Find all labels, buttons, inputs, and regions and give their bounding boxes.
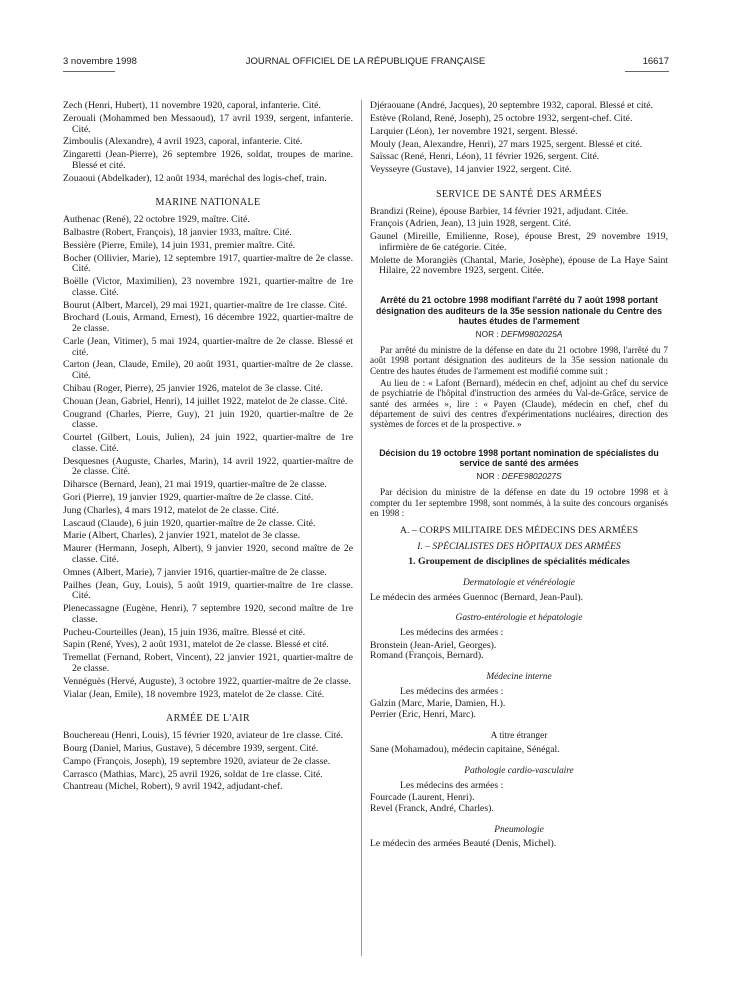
specialty-title: Médecine interne — [486, 672, 552, 683]
list-item: Bocher (Ollivier, Marie), 12 septembre 1917, quartier-maître de 2e classe. Cité. — [63, 252, 353, 275]
specialist-name: Le médecin des armées Guennoc (Bernard, Jean-Paul). — [370, 591, 584, 603]
list-item: Zimboulis (Alexandre), 4 avril 1923, caporal, infanterie. Cité. — [63, 136, 303, 148]
list-item: Lascaud (Claude), 6 juin 1920, quartier-maître de 2e classe. Cité. — [63, 517, 316, 529]
arrete-paragraph: Par arrêté du ministre de la défense en date du 21 octobre 1998, l'arrêté du 7 août 1998 portant désignation des auditeurs de la 35e session nationale du Centre des hautes études de l'armement est modifié comme suit : — [370, 345, 668, 376]
list-item: Molette de Morangiès (Chantal, Marie, Josèphe), épouse de La Haye Saint Hilaire, 22 novembre 1923, sergent. Citée. — [370, 254, 668, 277]
hopitaux-title: I. – SPÉCIALISTES DES HÔPITAUX DES ARMÉES — [417, 540, 621, 552]
list-item: Chantreau (Michel, Robert), 9 avril 1942, adjudant-chef. — [63, 781, 283, 793]
specialties-list — [370, 578, 668, 850]
list-item: Gori (Pierre), 19 janvier 1929, quartier-maître de 2e classe. Cité. — [63, 491, 314, 503]
list-item: Djéraouane (André, Jacques), 20 septembre 1932, caporal. Blessé et cité. — [370, 100, 653, 111]
list-item: Chibau (Roger, Pierre), 25 janvier 1926, matelot de 3e classe. Cité. — [63, 382, 323, 394]
list-item: Omnes (Albert, Marie), 7 janvier 1916, quartier-maître de 2e classe. — [63, 566, 327, 578]
specialist-name: Le médecin des armées Beauté (Denis, Michel). — [370, 838, 557, 850]
corps-title: A. – CORPS MILITAIRE DES MÉDECINS DES ARMÉES — [399, 525, 639, 537]
arrete-nor — [370, 329, 668, 340]
specialty-title: Pneumologie — [494, 824, 544, 835]
list-item: Vennéguès (Hervé, Auguste), 3 octobre 1922, quartier-maître de 2e classe. — [63, 675, 351, 687]
list-item: Zech (Henri, Hubert), 11 novembre 1920, caporal, infanterie. Cité. — [63, 100, 321, 111]
list-item: Authenac (René), 22 octobre 1929, maître. Cité. — [63, 214, 250, 225]
list-item: Tremellat (Fernand, Robert, Vincent), 22 janvier 1921, quartier-maître de 2e classe. — [63, 652, 353, 674]
list-item: Pucheu-Courteilles (Jean), 15 juin 1936, maître. Blessé et cité. — [63, 626, 306, 638]
list-item: Zerouali (Mohammed ben Messaoud), 17 avril 1939, sergent, infanterie. Cité. — [63, 112, 353, 135]
header-rule-left — [63, 71, 115, 72]
page-number: 16617 — [642, 56, 669, 67]
list-item: Sapin (René, Yves), 2 août 1931, matelot de 2e classe. Blessé et cité. — [63, 639, 329, 651]
list-item: Bouchereau (Henri, Louis), 15 février 1920, aviateur de 1re classe. Cité. — [63, 729, 344, 741]
list-item: Bessière (Pierre, Emile), 14 juin 1931, premier maître. Cité. — [63, 239, 296, 251]
specialist-name: Sane (Mohamadou), médecin capitaine, Sénégal. — [370, 744, 560, 756]
specialist-name: Galzin (Marc, Marie, Damien, H.). — [370, 698, 506, 710]
list-item: Boëlle (Victor, Maximilien), 23 novembre 1921, quartier-maître de 1re classe. Cité. — [63, 276, 353, 298]
entries-top-left — [63, 101, 353, 184]
specialist-name: Perrier (Eric, Henri, Marc). — [370, 708, 476, 720]
list-item: Maurer (Hermann, Joseph, Albert), 9 janvier 1920, second maître de 2e classe. Cité. — [63, 543, 353, 565]
specialist-name: Revel (Franck, André, Charles). — [370, 802, 494, 814]
list-item: Vialar (Jean, Emile), 18 novembre 1923, matelot de 2e classe. Cité. — [63, 688, 325, 700]
section-title-sante: SERVICE DE SANTÉ DES ARMÉES — [435, 188, 603, 200]
list-item: Balbastre (Robert, François), 18 janvier 1933, maître. Cité. — [63, 226, 292, 238]
arrete-paragraph: Au lieu de : « Lafont (Bernard), médecin en chef, adjoint au chef du service de psychiatrie de l'hôpital d'instruction des armées du Val-de-Grâce, service de santé des armées », lire : « Payen (Claude), médecin en chef, chef du département de suivi des centres d'expérimentations nucléaires, direction des systèmes de forces et de la prospective. » — [370, 378, 668, 430]
list-item: Marie (Albert, Charles), 2 janvier 1921, matelot de 3e classe. — [63, 530, 300, 542]
list-item: Brochard (Louis, Armand, Ernest), 16 décembre 1922, quartier-maître de 2e classe. — [63, 312, 353, 335]
specialist-name: Romand (François, Bernard). — [370, 650, 484, 662]
journal-title: JOURNAL OFFICIEL DE LA RÉPUBLIQUE FRANÇAISE — [245, 56, 486, 67]
decision-title: Décision du 19 octobre 1998 portant nomination de spécialistes du service de santé des armées — [379, 447, 659, 469]
column-divider — [361, 100, 362, 956]
list-item: Bourg (Daniel, Marius, Gustave), 5 décembre 1939, sergent. Cité. — [63, 742, 319, 754]
marine-list — [63, 215, 353, 700]
list-item: Cougrand (Charles, Pierre, Guy), 21 juin 1920, quartier-maître de 2e classe. — [63, 408, 353, 431]
header-date: 3 novembre 1998 — [63, 56, 137, 67]
section-title-marine: MARINE NATIONALE — [155, 197, 261, 209]
specialty-intro: Les médecins des armées : — [400, 779, 504, 791]
specialty-title: Dermatologie et vénéréologie — [463, 578, 575, 589]
list-item: Veysseyre (Gustave), 14 janvier 1922, sergent. Cité. — [370, 164, 572, 176]
specialty-title: Pathologie cardio-vasculaire — [464, 765, 574, 776]
nor-code: DEFM9802025A — [501, 328, 563, 339]
decision-paragraph: Par décision du ministre de la défense en date du 19 octobre 1998 et à compter du 1er septembre 1998, sont nommés, à la suite des concours organisés en 1998 : — [370, 487, 668, 518]
air-list — [63, 731, 353, 793]
list-item: Carle (Jean, Vitimer), 5 mai 1924, quartier-maître de 2e classe. Blessé et cité. — [63, 335, 353, 358]
list-item: Pailhes (Jean, Guy, Louis), 5 août 1919, quartier-maître de 1re classe. Cité. — [63, 579, 353, 602]
list-item: Campo (François, Joseph), 19 septembre 1920, aviateur de 2e classe. — [63, 755, 331, 767]
groupement-title: 1. Groupement de disciplines de spécialités médicales — [408, 556, 630, 568]
list-item: Chouan (Jean, Gabriel, Henri), 14 juillet 1922, matelot de 2e classe. Cité. — [63, 395, 348, 407]
arrete-title: Arrêté du 21 octobre 1998 modifiant l'arrêté du 7 août 1998 portant désignation des auditeurs de la 35e session nationale du Centre des hautes études de l'armement — [376, 295, 662, 327]
nor-label: NOR : — [476, 470, 500, 481]
list-item: Estève (Roland, René, Joseph), 25 octobre 1932, sergent-chef. Cité. — [370, 112, 633, 124]
list-item: Diharsce (Bernard, Jean), 21 mai 1919, quartier-maître de 2e classe. — [63, 479, 327, 491]
specialty-intro: Les médecins des armées : — [400, 685, 504, 697]
list-item: Zingaretti (Jean-Pierre), 26 septembre 1926, soldat, troupes de marine. Blessé et cité. — [63, 149, 353, 171]
nor-code: DEFE9802027S — [501, 470, 562, 481]
specialist-name: Fourcade (Laurent, Henri). — [370, 792, 475, 804]
specialty-title: A titre étranger — [490, 730, 548, 741]
header-rule-right — [625, 71, 669, 72]
decision-nor — [370, 471, 668, 482]
list-item: Bourut (Albert, Marcel), 29 mai 1921, quartier-maître de 1re classe. Cité. — [63, 299, 348, 311]
list-item: Courtel (Gilbert, Louis, Julien), 24 juin 1922, quartier-maître de 1re classe. Cité. — [63, 432, 353, 454]
list-item: Zouaoui (Abdelkader), 12 août 1934, maréchal des logis-chef, train. — [63, 172, 327, 184]
specialty-intro: Les médecins des armées : — [400, 627, 504, 639]
list-item: Desquesnes (Auguste, Charles, Marin), 14 avril 1922, quartier-maître de 2e classe. Cité. — [63, 455, 353, 478]
entries-top-right — [370, 101, 668, 176]
list-item: Mouly (Jean, Alexandre, Henri), 27 mars 1925, sergent. Blessé et cité. — [370, 138, 643, 150]
list-item: Carton (Jean, Claude, Emile), 20 août 1931, quartier-maître de 2e classe. Cité. — [63, 359, 353, 382]
right-column — [370, 101, 668, 850]
list-item: Saïssac (René, Henri, Léon), 11 février 1926, sergent. Cité. — [370, 151, 600, 163]
nor-label: NOR : — [475, 328, 499, 339]
list-item: Gaunel (Mireille, Emilienne, Rose), épouse Brest, 29 novembre 1919, infirmière de 6e catégorie. Citée. — [370, 231, 668, 253]
list-item: François (Adrien, Jean), 13 juin 1928, sergent. Cité. — [370, 218, 572, 230]
left-column — [63, 101, 353, 795]
list-item: Plenecassagne (Eugène, Henri), 7 septembre 1920, second maître de 1re classe. — [63, 603, 353, 625]
sante-list — [370, 207, 668, 278]
section-title-air: ARMÉE DE L'AIR — [165, 713, 251, 725]
list-item: Brandizi (Reine), épouse Barbier, 14 février 1921, adjudant. Citée. — [370, 205, 629, 217]
specialty-title: Gastro-entérologie et hépatologie — [455, 613, 583, 624]
list-item: Jung (Charles), 4 mars 1912, matelot de 2e classe. Cité. — [63, 504, 279, 516]
specialist-name: Bronstein (Jean-Ariel, Georges). — [370, 639, 497, 651]
list-item: Carrasco (Mathias, Marc), 25 avril 1926, soldat de 1re classe. Cité. — [63, 768, 323, 780]
list-item: Larquier (Léon), 1er novembre 1921, sergent. Blessé. — [370, 125, 578, 137]
